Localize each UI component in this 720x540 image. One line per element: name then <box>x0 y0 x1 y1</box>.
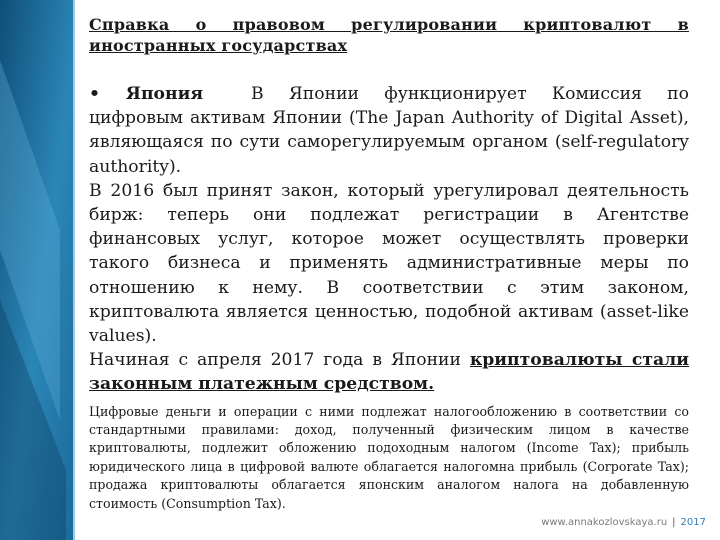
footer <box>541 517 706 528</box>
footer-site: www.annakozlovskaya.ru <box>541 517 668 528</box>
legal-tender-prefix: Начиная с апреля 2017 года в Японии <box>89 350 470 371</box>
legal-tender-emphasis: криптовалюты стали законным платежным средством. <box>89 350 689 395</box>
footer-separator: | <box>672 517 676 528</box>
legal-tender-paragraph <box>89 348 689 396</box>
law-2016-paragraph: В 2016 был принят закон, который урегулировал деятельность бирж: теперь они подлежат регистрации в Агентстве финансовых услуг, которое может осуществлять проверки такого бизнеса и применять административные меры по отношению к нему. В соответствии с этим законом, криптовалюта является ценностью, подобной активам (asset-like values). <box>89 180 689 347</box>
tax-note: Цифровые деньги и операции с ними подлежат налогообложению в соответствии со стандартными правилами: доход, полученный физическим лицом в качестве криптовалюты, подлежит обложению подоходным налогом (Income Tax); прибыль юридического лица в цифровой валюте облагается налогомна прибыль (Corporate Tax); продажа криптовалюты облагается японским аналогом налога на добавленную стоимость (Consumption Tax). <box>89 403 689 511</box>
slide-content <box>89 14 689 513</box>
intro-text: В Японии функционирует Комиссия по цифровым активам Японии (The Japan Authority of Digital Asset), являющаяся по сути саморегулируемым органом (self-regulatory authority). <box>89 84 689 177</box>
country-bullet: • Япония <box>89 84 204 104</box>
main-text <box>89 82 689 397</box>
intro-paragraph <box>89 82 689 179</box>
footer-year: 2017 <box>680 517 706 528</box>
decorative-side-band <box>0 0 80 540</box>
slide-title: Справка о правовом регулировании криптовалют в иностранных государствах <box>89 15 689 55</box>
